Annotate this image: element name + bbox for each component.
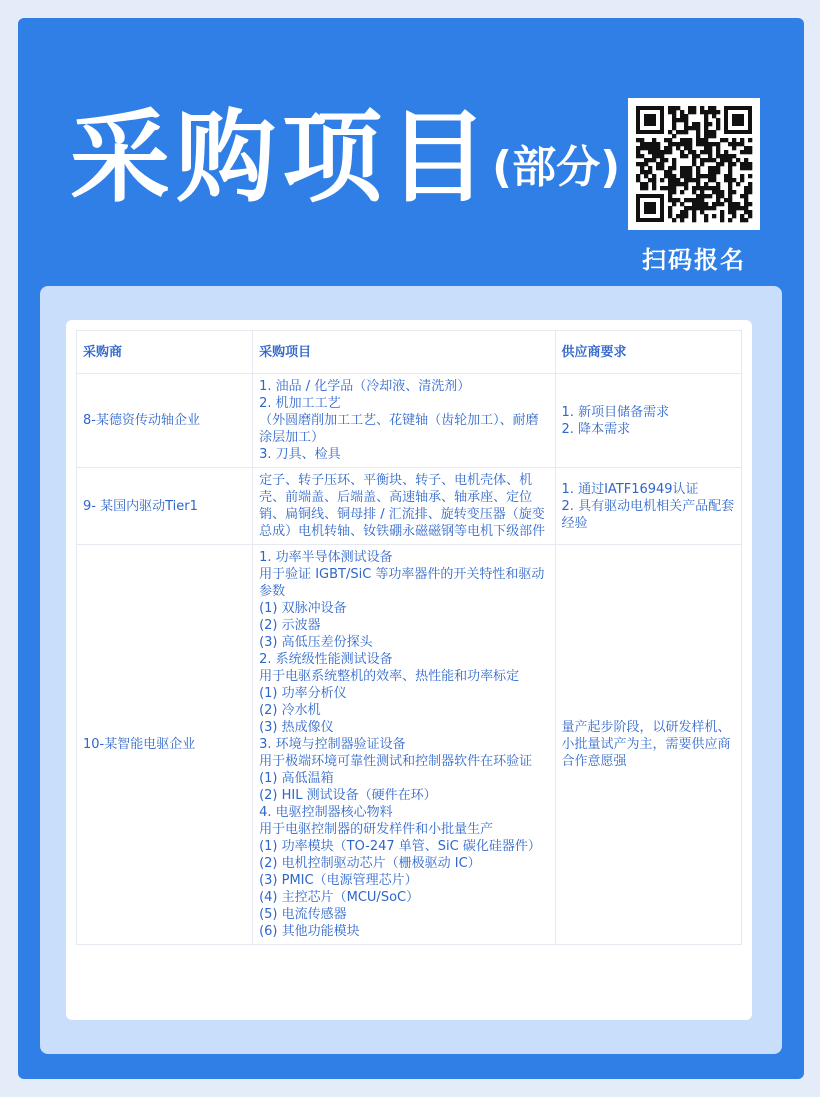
table-row [77, 545, 742, 945]
requirement-line: 1. 新项目储备需求 [561, 404, 670, 420]
header-items: 采购项目 [253, 331, 555, 374]
requirements-cell [555, 545, 741, 945]
item-line: (6) 其他功能模块 [259, 924, 360, 939]
table-header-row [77, 331, 742, 374]
poster [18, 18, 804, 1079]
content-panel [40, 286, 782, 1054]
item-line: 定子、转子压环、平衡块、转子、电机壳体、机壳、前端盖、后端盖、高速轴承、轴承座、定位销、扁铜线、铜母排 / 汇流排、旋转变压器（旋变总成）电机转轴、钕铁硼永磁磁钢等电机下级部件 [259, 473, 546, 539]
table-card [66, 320, 752, 1020]
requirements-cell [555, 468, 741, 545]
item-line: (2) 示波器 [259, 618, 321, 633]
header-buyer: 采购商 [77, 331, 253, 374]
item-line: (3) PMIC（电源管理芯片） [259, 873, 418, 888]
table-row [77, 468, 742, 545]
item-line: 用于电驱系统整机的效率、热性能和功率标定 [259, 669, 520, 684]
buyer-cell: 9- 某国内驱动Tier1 [77, 468, 253, 545]
requirement-line: 2. 降本需求 [561, 421, 631, 437]
item-line: 1. 油品 / 化学品（冷却液、清洗剂） [259, 379, 471, 394]
item-line: (4) 主控芯片（MCU/SoC） [259, 890, 420, 905]
item-line: (1) 双脉冲设备 [259, 601, 347, 616]
item-line: 用于验证 IGBT/SiC 等功率器件的开关特性和驱动参数 [259, 567, 545, 599]
item-line: (3) 高低压差份探头 [259, 635, 373, 650]
items-cell [253, 374, 555, 468]
item-line: 3. 环境与控制器验证设备 [259, 737, 406, 752]
header-requirements: 供应商要求 [555, 331, 741, 374]
item-line: (2) 电机控制驱动芯片（栅极驱动 IC） [259, 856, 481, 871]
procurement-table [76, 330, 742, 945]
item-line: (2) 冷水机 [259, 703, 321, 718]
item-line: 3. 刀具、检具 [259, 447, 341, 462]
requirement-line: 1. 通过IATF16949认证 [561, 481, 699, 497]
buyer-cell: 8-某德资传动轴企业 [77, 374, 253, 468]
qr-caption: 扫码报名 [642, 246, 746, 274]
table-row [77, 374, 742, 468]
items-cell [253, 468, 555, 545]
buyer-cell: 10-某智能电驱企业 [77, 545, 253, 945]
item-line: 用于电驱控制器的研发样件和小批量生产 [259, 822, 494, 837]
item-line: (3) 热成像仪 [259, 720, 334, 735]
item-line: 2. 系统级性能测试设备 [259, 652, 393, 667]
item-line: (1) 高低温箱 [259, 771, 334, 786]
items-cell [253, 545, 555, 945]
item-line: (2) HIL 测试设备（硬件在环） [259, 788, 437, 803]
item-line: 1. 功率半导体测试设备 [259, 550, 393, 565]
item-line: (5) 电流传感器 [259, 907, 347, 922]
requirement-line: 2. 具有驱动电机相关产品配套经验 [561, 498, 735, 531]
item-line: （外圆磨削加工工艺、花键轴（齿轮加工）、耐磨涂层加工） [259, 413, 539, 445]
item-line: 用于极端环境可靠性测试和控制器软件在环验证 [259, 754, 533, 769]
item-line: 2. 机加工工艺 [259, 396, 341, 411]
item-line: (1) 功率分析仪 [259, 686, 347, 701]
requirement-line: 量产起步阶段，以研发样机、小批量试产为主，需要供应商合作意愿强 [561, 720, 731, 769]
item-line: 4. 电驱控制器核心物料 [259, 805, 393, 820]
requirements-cell [555, 374, 741, 468]
page-title: 采购项目 [70, 99, 494, 216]
page-subtitle: (部分) [492, 142, 621, 193]
qr-code-icon[interactable] [628, 98, 760, 230]
item-line: (1) 功率模块（TO-247 单管、SiC 碳化硅器件） [259, 839, 541, 854]
